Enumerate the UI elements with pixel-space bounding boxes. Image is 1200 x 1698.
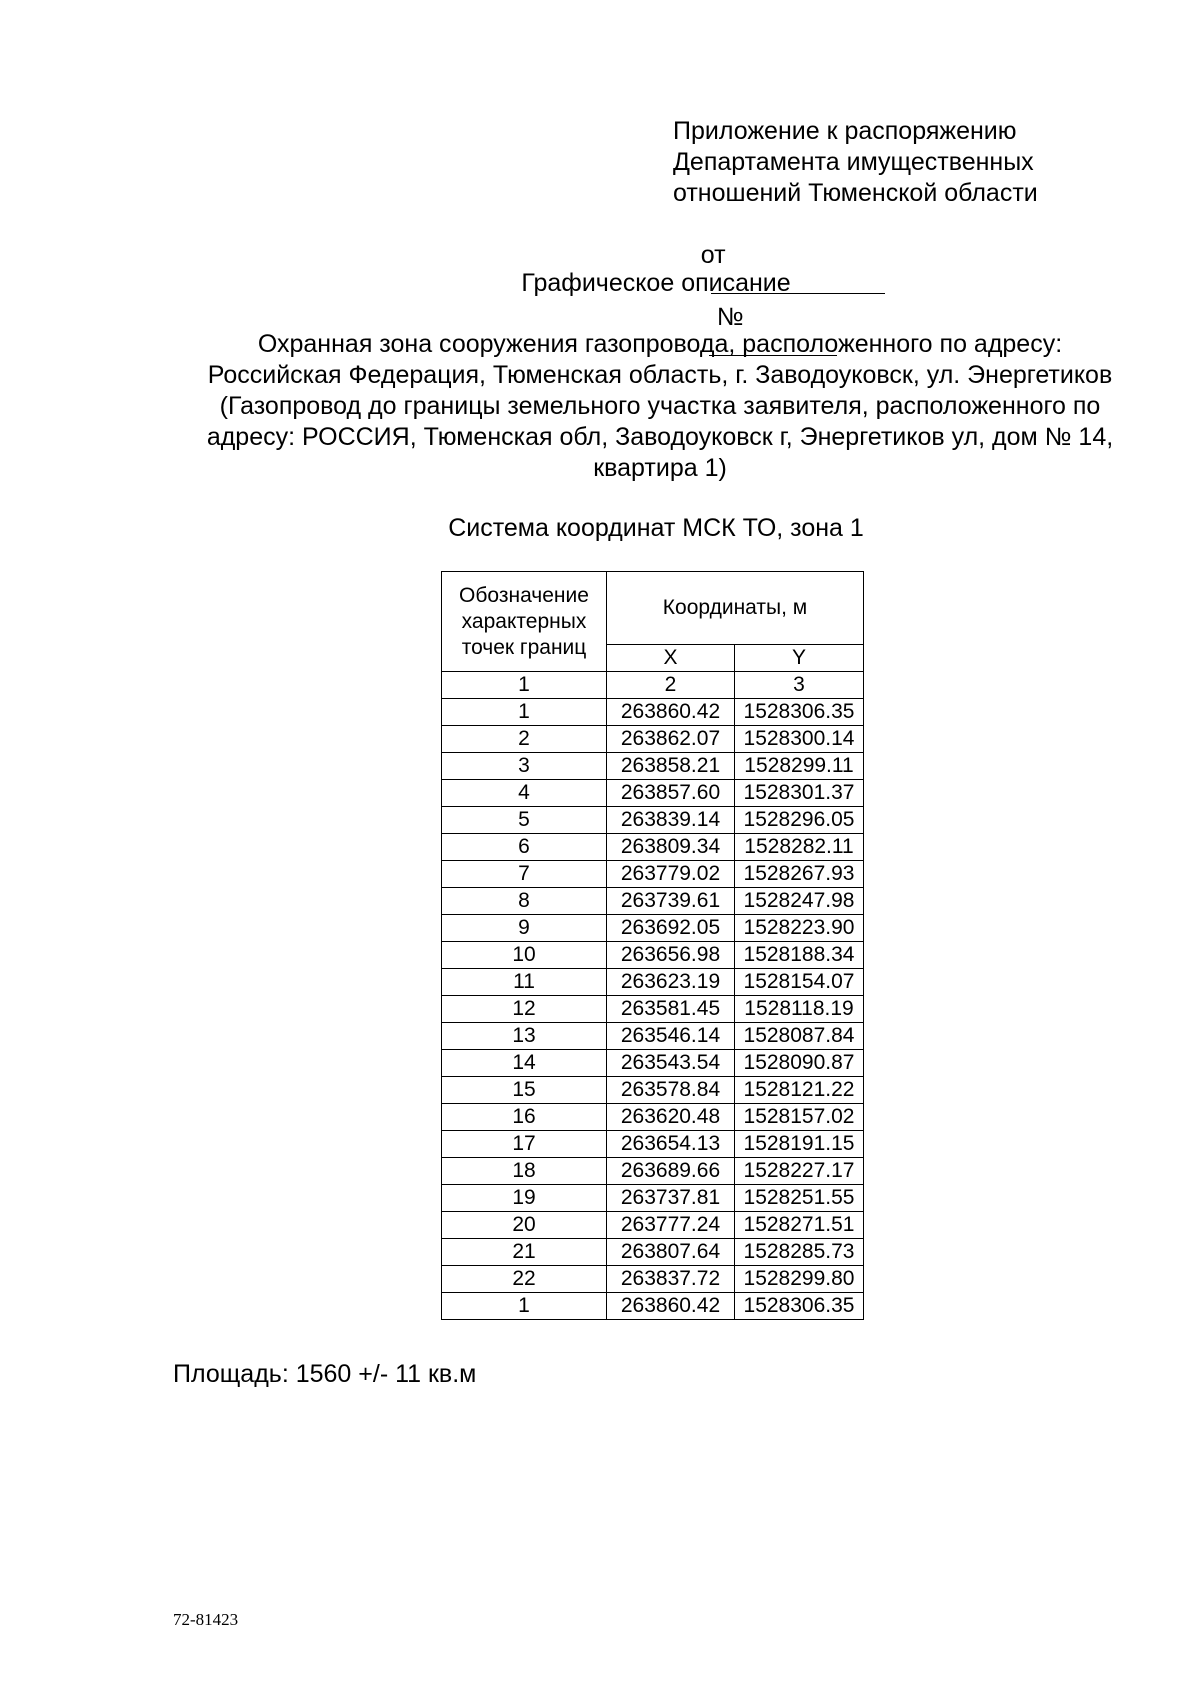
table-row [442,1104,864,1131]
points-header-line: Обозначение [459,583,589,607]
point-number-cell: 11 [442,969,607,996]
x-header: X [607,645,735,672]
table-row [442,753,864,780]
table-row [442,888,864,915]
point-number-cell: 4 [442,780,607,807]
point-number-cell: 12 [442,996,607,1023]
x-coordinate-cell: 263578.84 [607,1077,735,1104]
x-coordinate-cell: 263809.34 [607,834,735,861]
description-line: квартира 1) [593,454,727,482]
y-coordinate-cell: 1528301.37 [735,780,864,807]
y-header: Y [735,645,864,672]
x-coordinate-cell: 263689.66 [607,1158,735,1185]
column-number: 2 [607,672,735,699]
y-coordinate-cell: 1528267.93 [735,861,864,888]
x-coordinate-cell: 263739.61 [607,888,735,915]
table-row [442,942,864,969]
x-coordinate-cell: 263839.14 [607,807,735,834]
x-coordinate-cell: 263692.05 [607,915,735,942]
x-coordinate-cell: 263546.14 [607,1023,735,1050]
x-coordinate-cell: 263779.02 [607,861,735,888]
point-number-cell: 7 [442,861,607,888]
y-coordinate-cell: 1528306.35 [735,699,864,726]
point-number-cell: 22 [442,1266,607,1293]
description-line: адресу: РОССИЯ, Тюменская обл, Заводоуковск г, Энергетиков ул, дом № 14, [206,423,1114,451]
y-coordinate-cell: 1528306.35 [735,1293,864,1320]
table-row [442,1158,864,1185]
column-number-row [442,672,864,699]
point-number-cell: 18 [442,1158,607,1185]
point-number-cell: 15 [442,1077,607,1104]
point-number-cell: 1 [442,699,607,726]
x-coordinate-cell: 263857.60 [607,780,735,807]
x-coordinate-cell: 263623.19 [607,969,735,996]
point-number-cell: 6 [442,834,607,861]
appendix-line: Приложение к распоряжению [673,117,1017,145]
y-coordinate-cell: 1528227.17 [735,1158,864,1185]
x-coordinate-cell: 263862.07 [607,726,735,753]
point-number-cell: 1 [442,1293,607,1320]
x-coordinate-cell: 263656.98 [607,942,735,969]
description-line: Российская Федерация, Тюменская область, г. Заводоуковск, ул. Энергетиков [207,361,1113,389]
point-number-cell: 16 [442,1104,607,1131]
table-header-row [442,572,864,645]
area-value: Площадь: 1560 +/- 11 кв.м [173,1360,477,1388]
column-number: 3 [735,672,864,699]
y-coordinate-cell: 1528299.11 [735,753,864,780]
x-coordinate-cell: 263620.48 [607,1104,735,1131]
y-coordinate-cell: 1528223.90 [735,915,864,942]
description-line: (Газопровод до границы земельного участка заявителя, расположенного по [219,392,1101,420]
table-row [442,834,864,861]
x-coordinate-cell: 263837.72 [607,1266,735,1293]
x-coordinate-cell: 263581.45 [607,996,735,1023]
table-row [442,780,864,807]
table-row [442,1077,864,1104]
table-row [442,699,864,726]
y-coordinate-cell: 1528271.51 [735,1212,864,1239]
table-row [442,1239,864,1266]
point-number-cell: 21 [442,1239,607,1266]
y-coordinate-cell: 1528282.11 [735,834,864,861]
coordinate-system: Система координат МСК ТО, зона 1 [448,514,864,542]
table-row [442,969,864,996]
y-coordinate-cell: 1528090.87 [735,1050,864,1077]
table-row [442,915,864,942]
points-header-line: характерных [461,609,587,633]
point-number-cell: 9 [442,915,607,942]
zone-description [160,329,1160,484]
date-prefix: от [700,241,726,269]
table-row [442,1023,864,1050]
table-row [442,1185,864,1212]
point-number-cell: 8 [442,888,607,915]
table-row [442,1131,864,1158]
y-coordinate-cell: 1528247.98 [735,888,864,915]
y-coordinate-cell: 1528296.05 [735,807,864,834]
y-coordinate-cell: 1528191.15 [735,1131,864,1158]
x-coordinate-cell: 263543.54 [607,1050,735,1077]
points-header-line: точек границ [461,635,587,659]
x-coordinate-cell: 263777.24 [607,1212,735,1239]
document-title: Графическое описание [521,269,791,297]
y-coordinate-cell: 1528251.55 [735,1185,864,1212]
x-coordinate-cell: 263807.64 [607,1239,735,1266]
table-row [442,1293,864,1320]
table-row [442,726,864,753]
y-coordinate-cell: 1528285.73 [735,1239,864,1266]
y-coordinate-cell: 1528299.80 [735,1266,864,1293]
number-sign: № [716,303,744,331]
point-number-cell: 17 [442,1131,607,1158]
y-coordinate-cell: 1528154.07 [735,969,864,996]
point-number-cell: 19 [442,1185,607,1212]
point-number-cell: 14 [442,1050,607,1077]
table-row [442,1212,864,1239]
point-number-cell: 2 [442,726,607,753]
y-coordinate-cell: 1528121.22 [735,1077,864,1104]
table-row [442,996,864,1023]
y-coordinate-cell: 1528157.02 [735,1104,864,1131]
x-coordinate-cell: 263737.81 [607,1185,735,1212]
x-coordinate-cell: 263860.42 [607,699,735,726]
table-row [442,861,864,888]
table-row [442,1266,864,1293]
column-number: 1 [442,672,607,699]
x-coordinate-cell: 263860.42 [607,1293,735,1320]
point-number-cell: 5 [442,807,607,834]
y-coordinate-cell: 1528188.34 [735,942,864,969]
y-coordinate-cell: 1528300.14 [735,726,864,753]
appendix-line: отношений Тюменской области [673,179,1038,207]
appendix-line: Департамента имущественных [673,148,1034,176]
y-coordinate-cell: 1528087.84 [735,1023,864,1050]
point-number-cell: 3 [442,753,607,780]
x-coordinate-cell: 263858.21 [607,753,735,780]
document-number: 72-81423 [173,1610,239,1629]
table-row [442,807,864,834]
table-row [442,1050,864,1077]
description-line: Охранная зона сооружения газопровода, расположенного по адресу: [257,330,1063,358]
point-number-cell: 10 [442,942,607,969]
x-coordinate-cell: 263654.13 [607,1131,735,1158]
points-header [442,572,607,672]
y-coordinate-cell: 1528118.19 [735,996,864,1023]
point-number-cell: 20 [442,1212,607,1239]
point-number-cell: 13 [442,1023,607,1050]
coordinates-header: Координаты, м [607,572,864,645]
coordinates-table [441,571,864,1320]
